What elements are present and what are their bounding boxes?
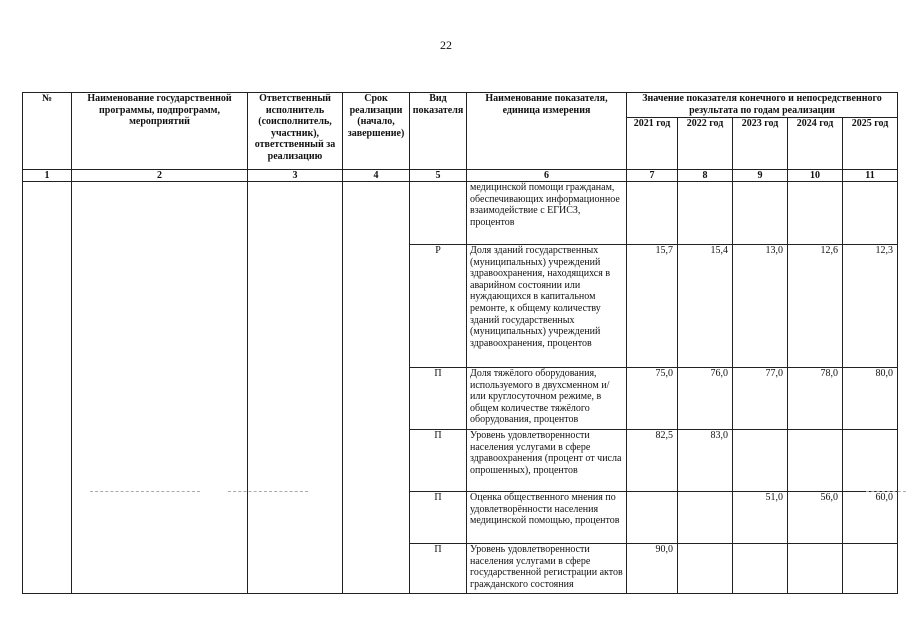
value-2021 [627,492,678,544]
value-2022 [678,544,733,594]
column-number: 8 [678,170,733,182]
value-2022: 83,0 [678,430,733,492]
value-2023 [733,544,788,594]
indicator-name: Доля зданий государственных (муниципальных) учреждений здравоохранения, находящихся в аварийном состоянии или нуждающихся в капитальном ремонте, к общему количеству зданий государственных (муниципальных) учреждений здравоохранения, процентов [467,245,627,368]
indicator-type [410,182,467,245]
value-2022 [678,182,733,245]
value-2025: 80,0 [843,368,898,430]
header-values: Значение показателя конечного и непосредственного результата по годам реализации [627,93,898,118]
header-year: 2022 год [678,118,733,170]
value-2022: 15,4 [678,245,733,368]
column-number: 7 [627,170,678,182]
value-2024: 56,0 [788,492,843,544]
value-2023: 13,0 [733,245,788,368]
indicator-type: П [410,368,467,430]
header-period: Срок реализации (начало, завершение) [343,93,410,170]
program-indicators-table [22,92,898,594]
header-executor: Ответственный исполнитель (соисполнитель, участник), ответственный за реализацию [248,93,343,170]
value-2025: 12,3 [843,245,898,368]
column-number: 9 [733,170,788,182]
indicator-type: Р [410,245,467,368]
value-2024 [788,182,843,245]
column-number: 11 [843,170,898,182]
value-2024: 12,6 [788,245,843,368]
value-2024: 78,0 [788,368,843,430]
value-2025 [843,544,898,594]
value-2024 [788,544,843,594]
cell-no [23,182,72,594]
value-2023: 51,0 [733,492,788,544]
value-2023 [733,430,788,492]
value-2025 [843,182,898,245]
indicator-name: Уровень удовлетворенности населения услугами в сфере здравоохранения (процент от числа опрошенных), процентов [467,430,627,492]
column-number: 6 [467,170,627,182]
indicator-name: медицинской помощи гражданам, обеспечивающих информационное взаимодействие с ЕГИСЗ, процентов [467,182,627,245]
indicator-type: П [410,544,467,594]
table-row [23,182,898,245]
header-year: 2024 год [788,118,843,170]
column-number: 2 [72,170,248,182]
header-type: Вид показателя [410,93,467,170]
header-row [23,93,898,118]
cell-executor [248,182,343,594]
value-2021: 82,5 [627,430,678,492]
value-2021: 15,7 [627,245,678,368]
value-2021: 75,0 [627,368,678,430]
column-number: 4 [343,170,410,182]
cell-program [72,182,248,594]
value-2025 [843,430,898,492]
column-numbers-row [23,170,898,182]
page-number: 22 [440,38,452,52]
value-2023 [733,182,788,245]
column-number: 5 [410,170,467,182]
indicator-type: П [410,492,467,544]
indicator-type: П [410,430,467,492]
header-program: Наименование государственной программы, подпрограмм, мероприятий [72,93,248,170]
header-indicator: Наименование показателя, единица измерения [467,93,627,170]
value-2021: 90,0 [627,544,678,594]
scan-artifact [90,491,200,493]
column-number: 10 [788,170,843,182]
header-no: № [23,93,72,170]
column-number: 1 [23,170,72,182]
value-2025: 60,0 [843,492,898,544]
cell-period [343,182,410,594]
value-2022: 76,0 [678,368,733,430]
scan-artifact [228,491,308,493]
scan-artifact [866,491,906,493]
header-year: 2023 год [733,118,788,170]
value-2024 [788,430,843,492]
indicator-name: Оценка общественного мнения по удовлетворённости населения медицинской помощью, процентов [467,492,627,544]
header-year: 2025 год [843,118,898,170]
column-number: 3 [248,170,343,182]
indicator-name: Доля тяжёлого оборудования, используемого в двухсменном и/или круглосуточном режиме, в общем количестве тяжёлого оборудования, процентов [467,368,627,430]
value-2022 [678,492,733,544]
indicator-name: Уровень удовлетворенности населения услугами в сфере государственной регистрации актов гражданского состояния [467,544,627,594]
value-2021 [627,182,678,245]
value-2023: 77,0 [733,368,788,430]
header-year: 2021 год [627,118,678,170]
